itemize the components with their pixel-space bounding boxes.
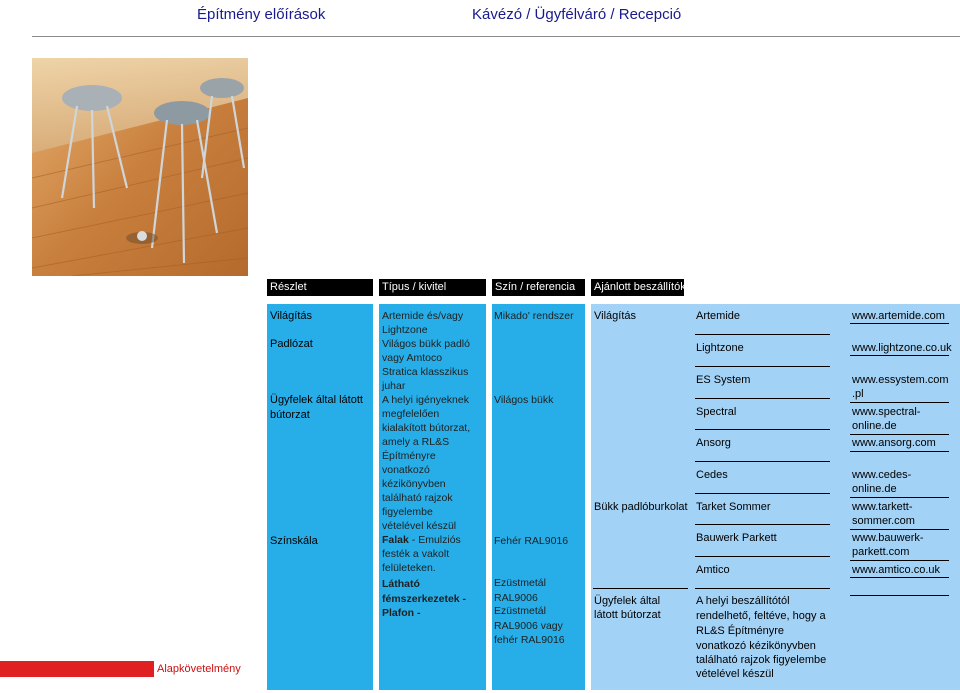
row-divider xyxy=(695,524,830,525)
detail-colour-scale: Színskála xyxy=(270,535,318,547)
cafe-chairs-photo xyxy=(32,58,248,276)
supplier-name: ES System xyxy=(696,374,751,386)
type-text: festék a vakolt xyxy=(382,548,450,560)
walls-label: Falak xyxy=(382,534,409,546)
walls-text: - Emulziós xyxy=(408,534,461,546)
url-divider xyxy=(850,577,949,578)
supplier-url[interactable]: www.cedes- xyxy=(852,469,912,481)
supplier-name: Artemide xyxy=(696,310,741,322)
supplier-url[interactable]: www.lightzone.co.uk xyxy=(852,342,952,354)
requirement-badge xyxy=(0,661,154,677)
row-divider xyxy=(695,366,830,367)
local-supplier-note: rendelhető, feltéve, hogy a xyxy=(696,610,826,622)
local-supplier-note: vonatkozó kézikönyvben xyxy=(696,640,816,652)
local-supplier-note: RL&S Építményre xyxy=(696,625,785,637)
color-white: Fehér RAL9016 xyxy=(494,535,569,547)
type-text: felületeken. xyxy=(382,562,436,574)
color-silver: RAL9006 vagy xyxy=(494,620,563,632)
type-text: juhar xyxy=(382,380,406,392)
row-divider xyxy=(695,334,830,335)
column-header-color: Szín / referencia xyxy=(492,279,585,296)
supplier-name: Ansorg xyxy=(696,437,731,449)
color-column xyxy=(492,304,585,690)
supplier-name: Cedes xyxy=(696,469,728,481)
color-silver: Ezüstmetál xyxy=(494,577,546,589)
row-divider xyxy=(695,493,830,494)
requirement-label: Alapkövetelmény xyxy=(157,663,241,675)
supplier-name: Tarket Sommer xyxy=(696,501,771,513)
type-text: A helyi igényeknek xyxy=(382,394,469,406)
type-ceiling: Plafon - xyxy=(382,607,421,619)
document-title: Építmény előírások xyxy=(197,6,326,23)
type-text: Világos bükk padló xyxy=(382,338,470,350)
color-beech: Világos bükk xyxy=(494,394,554,406)
type-text: kézikönyvben xyxy=(382,478,446,490)
local-supplier-note: A helyi beszállítótól xyxy=(696,595,790,607)
url-divider xyxy=(850,434,949,435)
supplier-category-furniture-cont: látott bútorzat xyxy=(594,609,661,621)
type-text: vételével készül xyxy=(382,520,457,532)
type-text: Artemide és/vagy xyxy=(382,310,464,322)
url-divider xyxy=(850,323,949,324)
supplier-name: Spectral xyxy=(696,406,737,418)
supplier-url[interactable]: www.bauwerk- xyxy=(852,532,924,544)
column-header-suppliers: Ajánlott beszállítók xyxy=(591,279,684,296)
url-divider xyxy=(850,451,949,452)
supplier-category-lighting: Világítás xyxy=(594,310,636,322)
supplier-url-cont[interactable]: .pl xyxy=(852,388,864,400)
supplier-name: Lightzone xyxy=(696,342,744,354)
local-supplier-note: található rajzok figyelembe xyxy=(696,654,827,666)
color-silver: RAL9006 xyxy=(494,592,538,604)
row-divider xyxy=(695,429,830,430)
url-divider xyxy=(850,355,949,356)
type-column xyxy=(379,304,486,690)
type-text: található rajzok xyxy=(382,492,453,504)
supplier-url[interactable]: www.ansorg.com xyxy=(852,437,936,449)
type-text: vagy Amtoco xyxy=(382,352,443,364)
section-title: Kávézó / Ügyfélváró / Recepció xyxy=(472,6,682,23)
header-divider xyxy=(32,36,960,37)
color-mikado: Mikado' rendszer xyxy=(494,310,574,322)
supplier-url[interactable]: www.artemide.com xyxy=(852,310,945,322)
detail-flooring: Padlózat xyxy=(270,338,313,350)
row-divider xyxy=(695,556,830,557)
url-divider xyxy=(850,595,949,596)
type-text: figyelembe xyxy=(382,506,433,518)
local-supplier-note: vételével készül xyxy=(696,668,774,680)
type-text: Építményre xyxy=(382,450,436,462)
supplier-column xyxy=(591,304,960,690)
supplier-category-furniture: Ügyfelek által xyxy=(594,595,661,607)
supplier-url[interactable]: www.amtico.co.uk xyxy=(852,564,941,576)
type-walls xyxy=(382,533,461,547)
supplier-url-cont[interactable]: online.de xyxy=(852,483,897,495)
detail-furniture-cont: bútorzat xyxy=(270,409,310,421)
type-text: Lightzone xyxy=(382,324,428,336)
supplier-url-cont[interactable]: sommer.com xyxy=(852,515,915,527)
type-metal: Látható xyxy=(382,578,420,590)
url-divider xyxy=(850,402,949,403)
type-metal-cont: fémszerkezetek - xyxy=(382,593,467,605)
detail-furniture: Ügyfelek által látott xyxy=(270,394,363,406)
type-text: amely a RL&S xyxy=(382,436,450,448)
type-text: vonatkozó xyxy=(382,464,430,476)
url-divider xyxy=(850,497,949,498)
row-divider xyxy=(695,588,830,589)
supplier-url-cont[interactable]: online.de xyxy=(852,420,897,432)
supplier-url[interactable]: www.spectral- xyxy=(852,406,921,418)
detail-lighting: Világítás xyxy=(270,310,312,322)
supplier-category-floor: Bükk padlóburkolat xyxy=(594,501,688,513)
color-silver: fehér RAL9016 xyxy=(494,634,565,646)
type-text: megfelelően xyxy=(382,408,440,420)
detail-column xyxy=(267,304,373,690)
supplier-url-cont[interactable]: parkett.com xyxy=(852,546,910,558)
row-divider xyxy=(695,461,830,462)
url-divider xyxy=(850,560,949,561)
color-silver: Ezüstmetál xyxy=(494,605,546,617)
type-text: kialakított bútorzat, xyxy=(382,422,471,434)
type-text: Stratica klasszikus xyxy=(382,366,469,378)
column-header-type: Típus / kivitel xyxy=(379,279,486,296)
supplier-url[interactable]: www.essystem.com xyxy=(852,374,949,386)
url-divider xyxy=(850,529,949,530)
row-divider xyxy=(695,398,830,399)
supplier-name: Bauwerk Parkett xyxy=(696,532,777,544)
supplier-url[interactable]: www.tarkett- xyxy=(852,501,913,513)
column-header-detail: Részlet xyxy=(267,279,373,296)
supplier-name: Amtico xyxy=(696,564,730,576)
row-divider xyxy=(593,588,688,589)
